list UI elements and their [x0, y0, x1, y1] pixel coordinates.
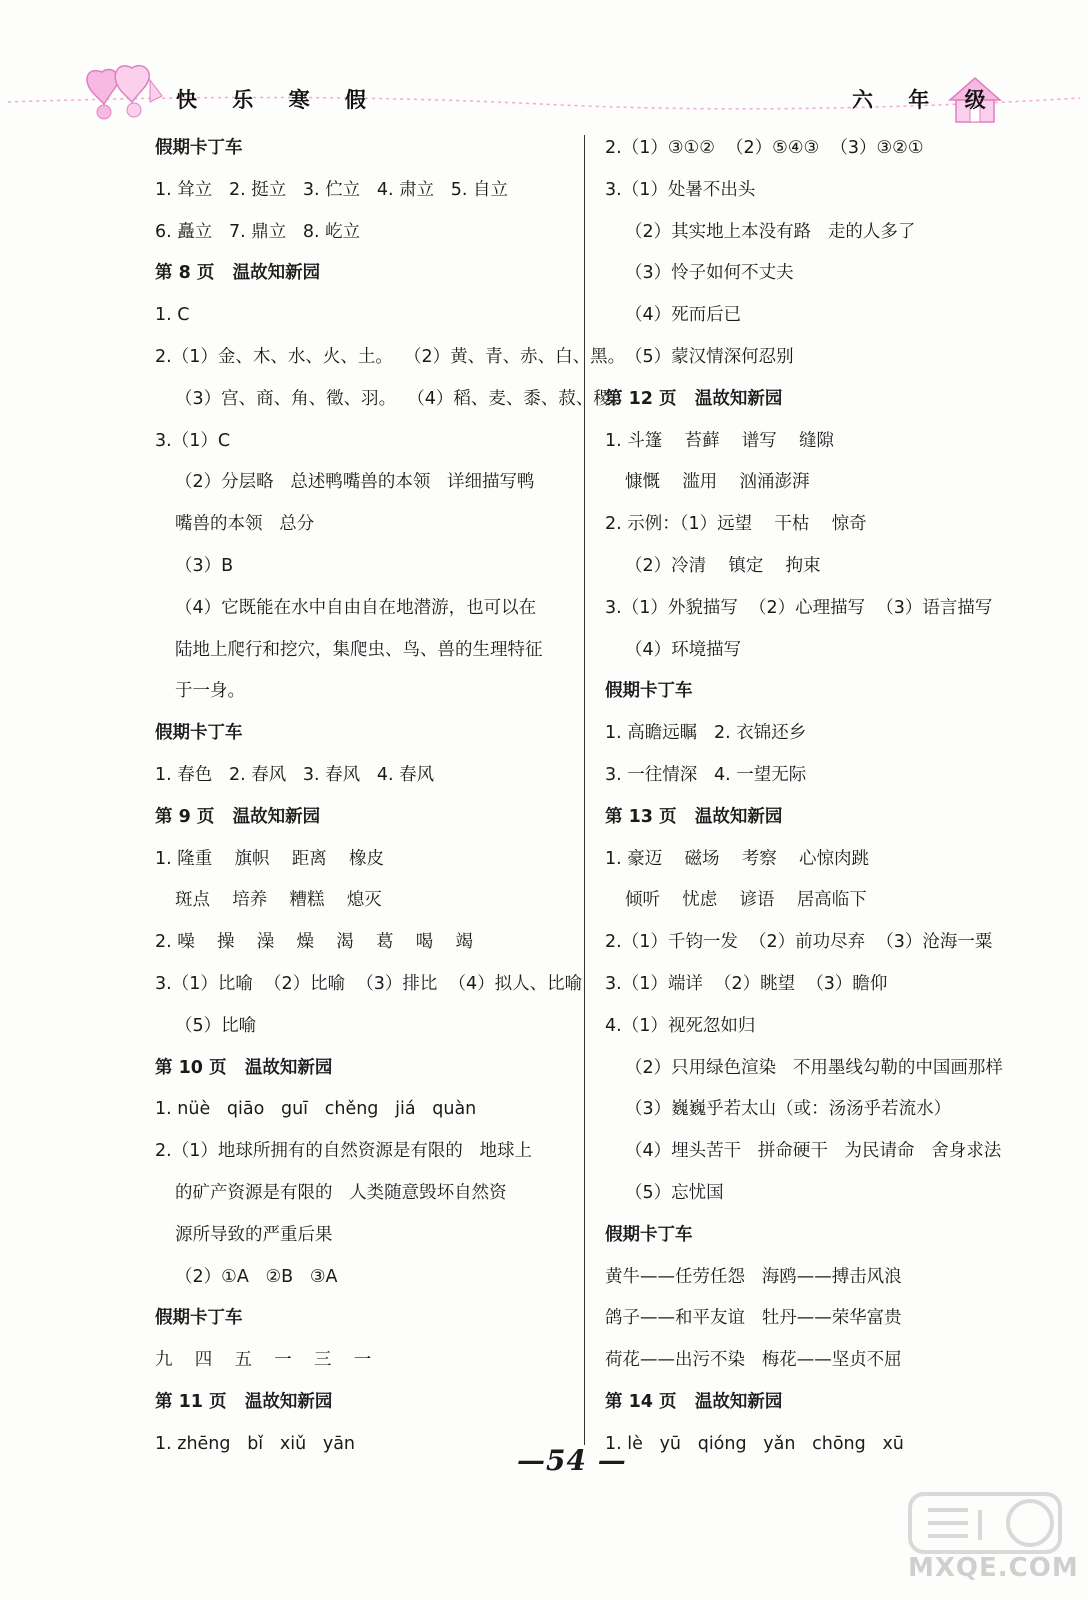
answer-line: （4）埋头苦干 拼命硬干 为民请命 舍身求法: [625, 1141, 1002, 1162]
answer-line: 1. nüè qiāo guī chěng jiá quàn: [155, 1099, 477, 1120]
right-column: [605, 128, 1035, 1466]
answer-line: （3）宫、商、角、徵、羽。 （4）稻、麦、黍、菽、稷。: [175, 388, 629, 409]
answer-line: 1. lè yū qióng yǎn chōng xū: [605, 1433, 904, 1454]
answer-line: 1. C: [155, 305, 190, 326]
column-divider: [584, 135, 585, 1445]
section-heading: 假期卡丁车: [605, 681, 693, 702]
answer-line: 陆地上爬行和挖穴，集爬虫、鸟、兽的生理特征: [175, 639, 543, 660]
answer-line: （2）①A ②B ③A: [175, 1266, 338, 1287]
grade-label: 六 年 级: [852, 88, 1000, 112]
answer-line: 3. 一往情深 4. 一望无际: [605, 764, 807, 785]
answer-line: 斑点 培养 糟糕 熄灭: [175, 890, 382, 911]
answer-line: 倾听 忧虑 谚语 居高临下: [625, 890, 867, 911]
section-heading: 第 14 页 温故知新园: [605, 1391, 783, 1412]
answer-line: 1. 隆重 旗帜 距离 橡皮: [155, 848, 385, 869]
answer-line: 慷慨 滥用 汹涌澎湃: [625, 472, 810, 493]
answer-line: （2）只用绿色渲染 不用墨线勾勒的中国画那样: [625, 1057, 1003, 1078]
section-heading: 第 8 页 温故知新园: [155, 263, 321, 284]
answer-line: 6. 矗立 7. 鼎立 8. 屹立: [155, 221, 361, 242]
answer-line: 3.（1）C: [155, 430, 231, 451]
section-heading: 第 10 页 温故知新园: [155, 1057, 333, 1078]
answer-line: （5）忘忧国: [625, 1182, 724, 1203]
section-heading: 假期卡丁车: [155, 1308, 243, 1329]
answer-line: （2）其实地上本没有路 走的人多了: [625, 221, 916, 242]
answer-line: （5）蒙汉情深何忍别: [625, 346, 794, 367]
answer-line: 黄牛——任劳任怨 海鸥——搏击风浪: [605, 1266, 902, 1287]
answer-line: 3.（1）处暑不出头: [605, 179, 756, 200]
section-heading: 假期卡丁车: [155, 138, 243, 158]
watermark-text: MXQE.COM: [908, 1553, 1079, 1583]
section-heading: 假期卡丁车: [155, 723, 243, 744]
answer-line: 1. zhēng bǐ xiǔ yān: [155, 1433, 356, 1454]
answer-line: 3.（1）端详 （2）眺望 （3）瞻仰: [605, 973, 888, 994]
answer-line: 嘴兽的本领 总分: [175, 514, 315, 535]
answer-line: （2）冷清 镇定 拘束: [625, 555, 821, 576]
section-heading: 假期卡丁车: [605, 1224, 693, 1245]
answer-line: 2.（1）地球所拥有的自然资源是有限的 地球上: [155, 1141, 533, 1162]
section-heading: 第 11 页 温故知新园: [155, 1391, 333, 1412]
answer-line: （4）环境描写: [625, 639, 742, 660]
answer-line: 2. 示例：（1）远望 干枯 惊奇: [605, 514, 867, 535]
answer-line: 3.（1）外貌描写 （2）心理描写 （3）语言描写: [605, 597, 993, 618]
answer-line: （3）巍巍乎若太山（或：汤汤乎若流水）: [625, 1099, 952, 1120]
answer-line: （3）怜子如何不丈夫: [625, 263, 794, 284]
answer-line: （4）它既能在水中自由自在地潜游，也可以在: [175, 597, 537, 618]
section-heading: 第 13 页 温故知新园: [605, 806, 783, 827]
answer-line: 1. 耸立 2. 挺立 3. 伫立 4. 肃立 5. 自立: [155, 179, 509, 200]
page-number: —54 —: [517, 1444, 627, 1477]
answer-line: 3.（1）比喻 （2）比喻 （3）排比 （4）拟人、比喻: [155, 973, 583, 994]
answer-line: 2.（1）③①② （2）⑤④③ （3）③②①: [605, 138, 924, 158]
answer-line: 2.（1）金、木、水、火、土。 （2）黄、青、赤、白、黑。: [155, 346, 626, 367]
answer-line: 源所导致的严重后果: [175, 1224, 333, 1245]
answer-line: 4.（1）视死忽如归: [605, 1015, 756, 1036]
answer-line: 的矿产资源是有限的 人类随意毁坏自然资: [175, 1182, 507, 1203]
answer-line: 九 四 五 一 三 一: [155, 1350, 372, 1371]
answer-line: （2）分层略 总述鸭嘴兽的本领 详细描写鸭: [175, 472, 535, 493]
section-heading: 第 12 页 温故知新园: [605, 388, 783, 409]
answer-line: 鸽子——和平友谊 牡丹——荣华富贵: [605, 1308, 902, 1329]
answer-line: 1. 豪迈 磁场 考察 心惊肉跳: [605, 848, 870, 869]
answer-line: 1. 高瞻远瞩 2. 衣锦还乡: [605, 723, 807, 744]
answer-line: （5）比喻: [175, 1015, 257, 1036]
answer-line: （4）死而后已: [625, 305, 742, 326]
answer-line: 2. 噪 操 澡 燥 渴 葛 喝 竭: [155, 932, 474, 953]
answer-line: 于一身。: [175, 681, 245, 702]
book-title: 快 乐 寒 假: [176, 88, 380, 112]
answer-line: （3）B: [175, 555, 234, 576]
answer-line: 1. 春色 2. 春风 3. 春风 4. 春风: [155, 764, 435, 785]
page-header: [0, 0, 1088, 130]
answer-line: 2.（1）千钧一发 （2）前功尽弃 （3）沧海一粟: [605, 932, 993, 953]
answer-line: 荷花——出污不染 梅花——坚贞不屈: [605, 1350, 902, 1371]
answer-line: 1. 斗篷 苔藓 谱写 缝隙: [605, 430, 835, 451]
heart-bells-icon: [87, 66, 162, 119]
section-heading: 第 9 页 温故知新园: [155, 806, 321, 827]
